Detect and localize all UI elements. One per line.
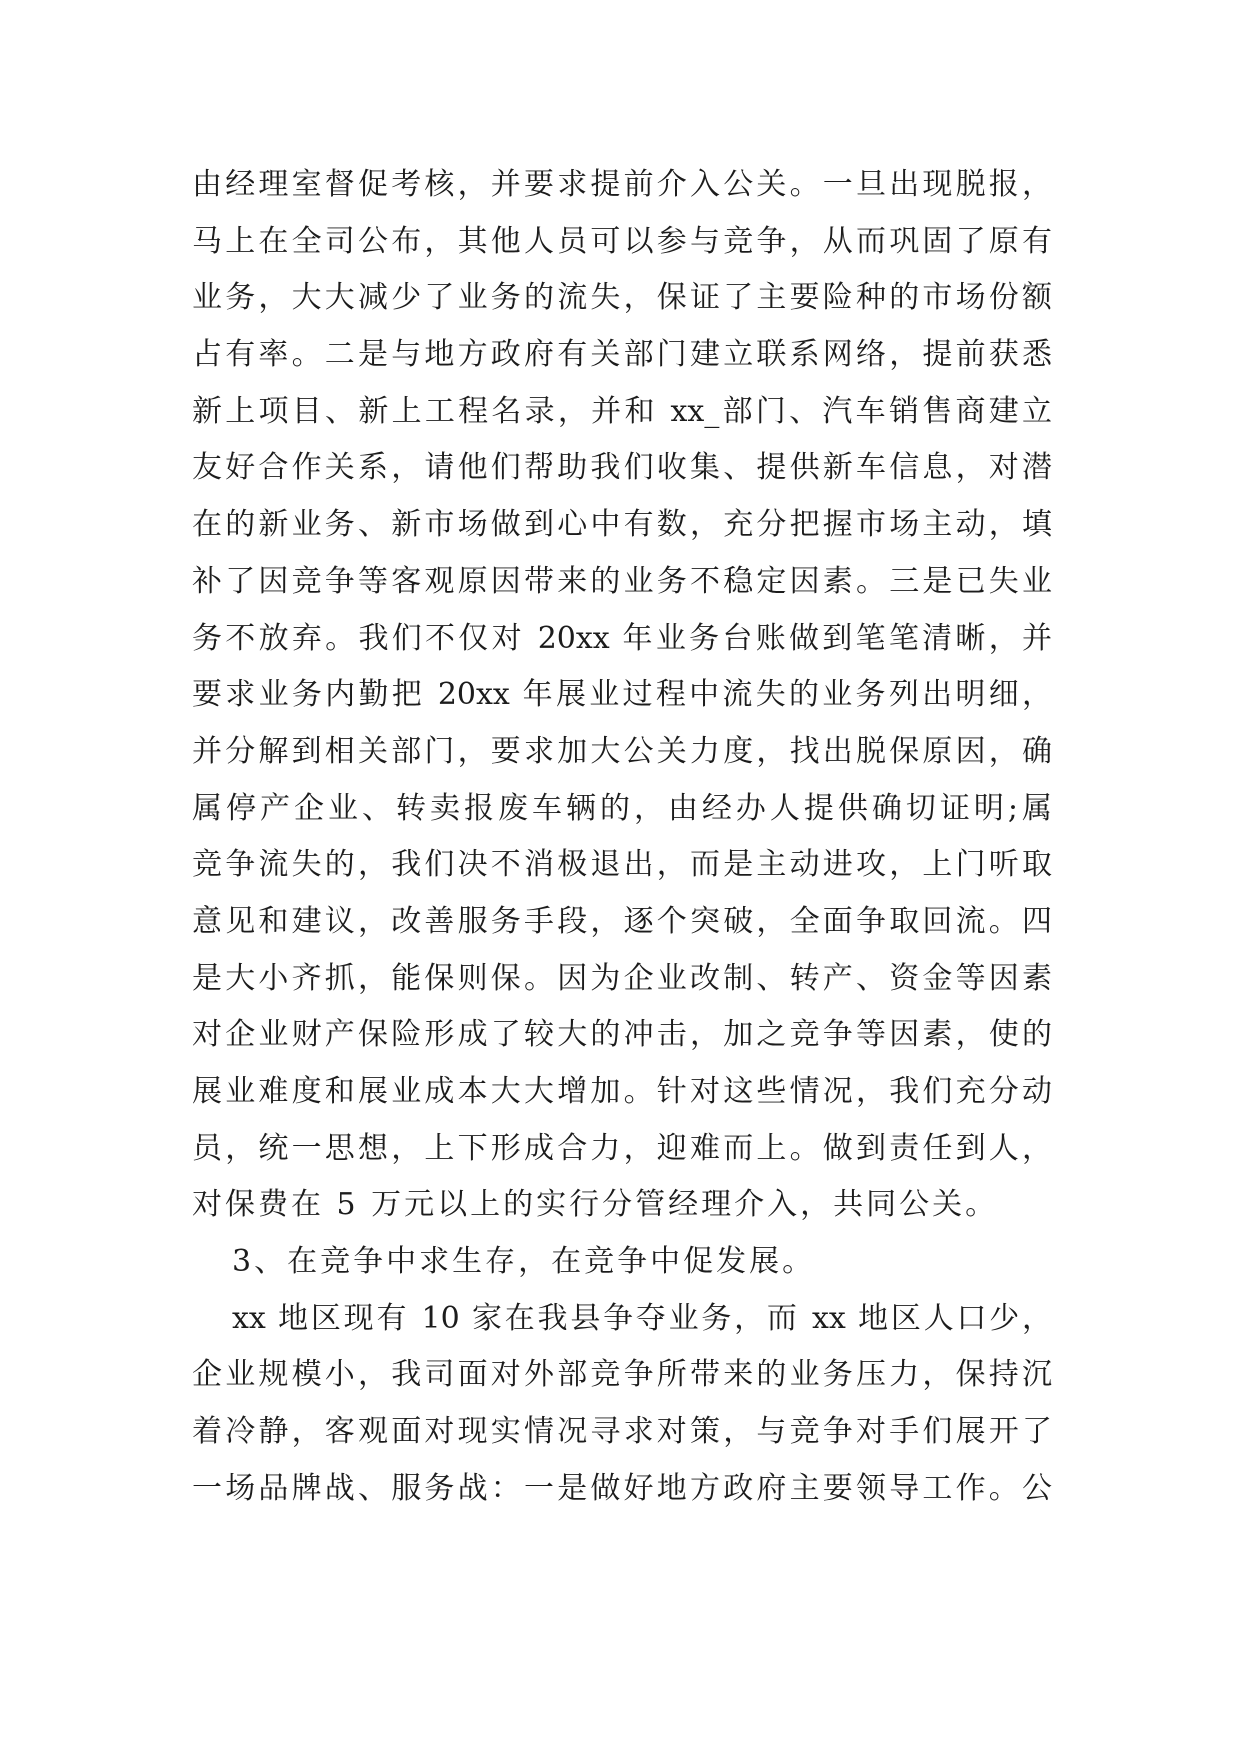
paragraph-2-line: 着冷静，客观面对现实情况寻求对策，与竞争对手们展开了 [192, 1414, 1052, 1450]
paragraph-1-line: 要求业务内勤把 20xx 年展业过程中流失的业务列出明细， [192, 677, 1052, 713]
paragraph-1-last-line: 对保费在 5 万元以上的实行分管经理介入，共同公关。 [192, 1187, 999, 1223]
paragraph-2-line: 企业规模小，我司面对外部竞争所带来的业务压力，保持沉 [192, 1357, 1052, 1393]
paragraph-1-line: 在的新业务、新市场做到心中有数，充分把握市场主动，填 [192, 507, 1052, 543]
paragraph-2-line: 一场品牌战、服务战：一是做好地方政府主要领导工作。公 [192, 1470, 1052, 1506]
paragraph-1-line: 由经理室督促考核，并要求提前介入公关。一旦出现脱报， [192, 167, 1052, 202]
paragraph-1-line: 业务，大大减少了业务的流失，保证了主要险种的市场份额 [192, 280, 1052, 316]
document-body [192, 157, 1052, 1518]
paragraph-2-first-line: xx 地区现有 10 家在我县争夺业务，而 xx 地区人口少， [232, 1300, 1052, 1336]
paragraph-1-line: 员，统一思想，上下形成合力，迎难而上。做到责任到人， [192, 1130, 1052, 1166]
paragraph-1-line: 竞争流失的，我们决不消极退出，而是主动进攻，上门听取 [192, 847, 1052, 883]
section-heading: 3、在竞争中求生存，在竞争中促发展。 [232, 1244, 816, 1280]
paragraph-1-line: 马上在全司公布，其他人员可以参与竞争，从而巩固了原有 [192, 223, 1052, 259]
paragraph-1-line: 占有率。二是与地方政府有关部门建立联系网络，提前获悉 [192, 337, 1052, 373]
paragraph-1-line: 友好合作关系，请他们帮助我们收集、提供新车信息，对潜 [192, 450, 1052, 486]
paragraph-1-line: 是大小齐抓，能保则保。因为企业改制、转产、资金等因素 [192, 960, 1052, 996]
paragraph-1-line: 新上项目、新上工程名录，并和 xx_部门、汽车销售商建立 [192, 393, 1052, 429]
paragraph-1-line: 务不放弃。我们不仅对 20xx 年业务台账做到笔笔清晰，并 [192, 620, 1052, 656]
paragraph-1-line: 展业难度和展业成本大大增加。针对这些情况，我们充分动 [192, 1074, 1052, 1109]
paragraph-1-line: 补了因竞争等客观原因带来的业务不稳定因素。三是已失业 [192, 563, 1052, 599]
paragraph-1-line: 意见和建议，改善服务手段，逐个突破，全面争取回流。四 [192, 903, 1052, 939]
paragraph-1-line: 并分解到相关部门，要求加大公关力度，找出脱保原因，确 [192, 733, 1052, 769]
paragraph-1-line: 对企业财产保险形成了较大的冲击，加之竞争等因素，使的 [192, 1017, 1052, 1053]
paragraph-1-line: 属停产企业、转卖报废车辆的，由经办人提供确切证明;属 [192, 790, 1052, 826]
